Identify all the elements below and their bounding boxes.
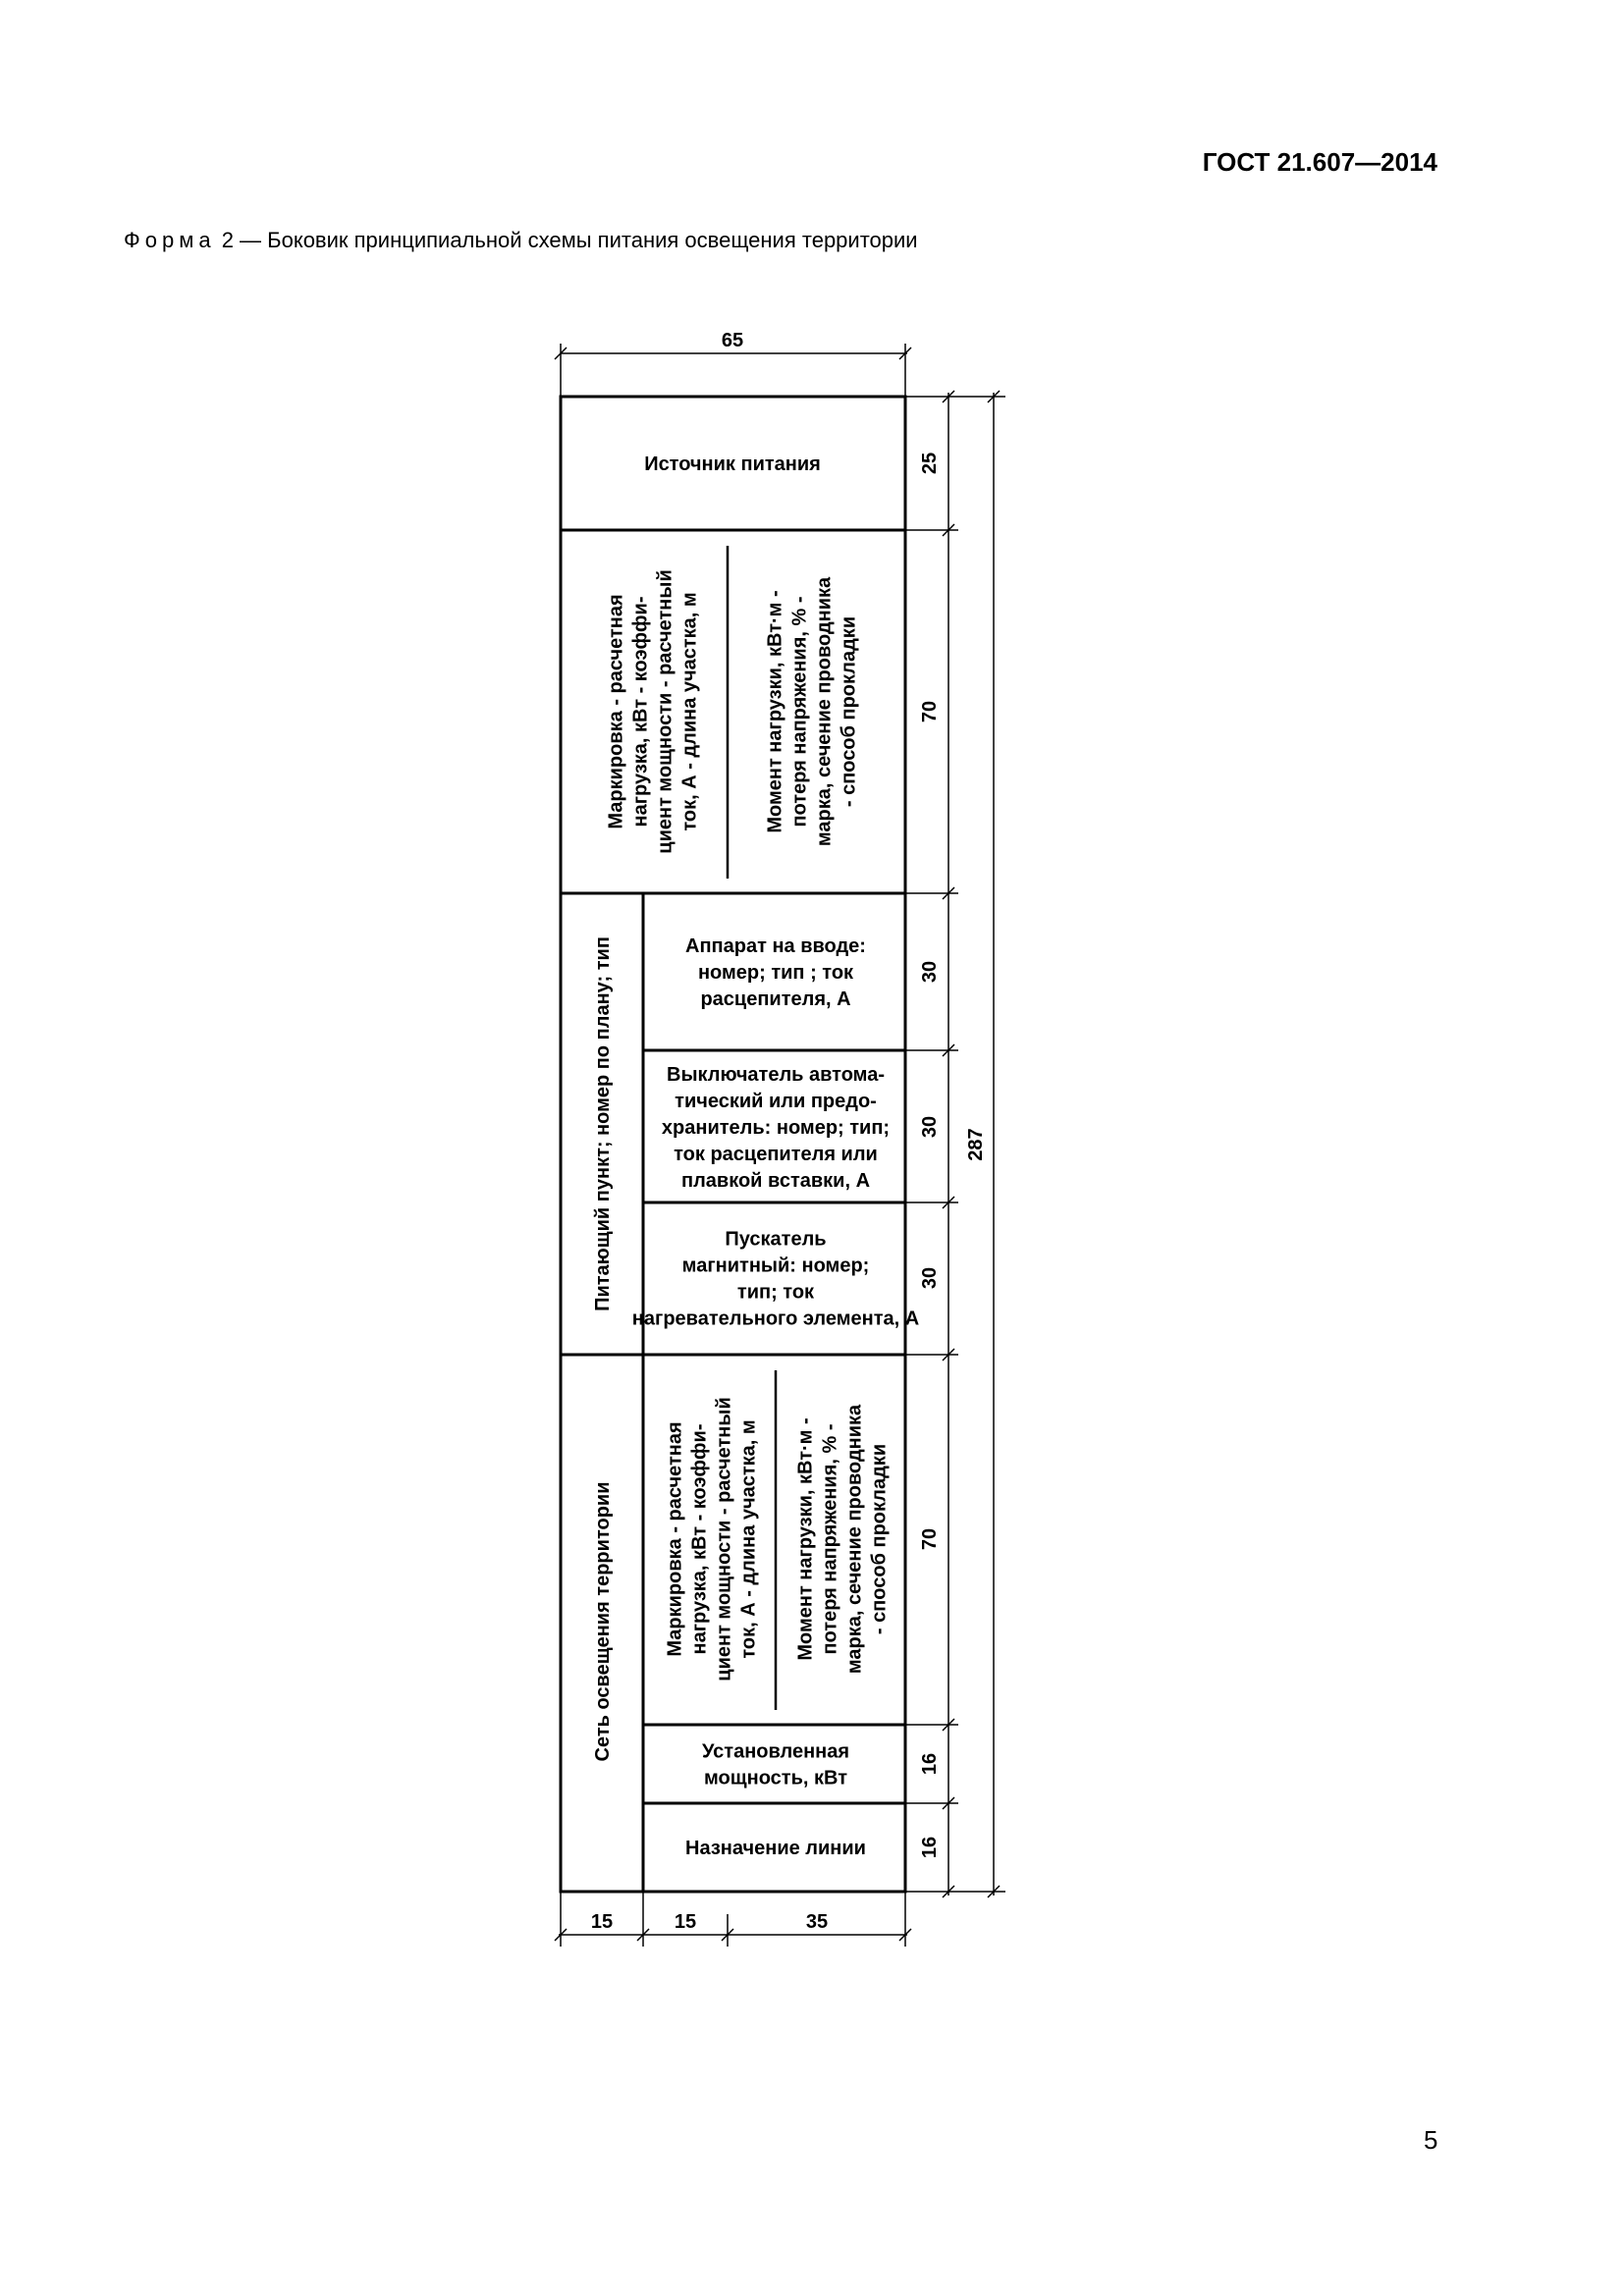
cell-purpose: Назначение линии <box>685 1838 866 1859</box>
standard-code: ГОСТ 21.607—2014 <box>1202 147 1437 177</box>
cell-power: Установленная мощность, кВт <box>701 1740 850 1789</box>
cell-line-left: Маркировка - расчетная нагрузка, кВт - коэффи- циент мощности - расчетный ток, А - длина участка, м <box>605 569 701 854</box>
caption-label: Форма <box>124 228 216 252</box>
dim-row-breaker: 30 <box>919 1115 941 1139</box>
cell-line2-left: Маркировка - расчетная нагрузка, кВт - коэффи- циент мощности - расчетный ток, А - длина участка, м <box>664 1397 760 1682</box>
cell-line-right: Момент нагрузки, кВт·м - потеря напряжения, % - марка, сечение проводника - способ прокладки <box>764 576 860 847</box>
dim-row-line2: 70 <box>919 1527 941 1551</box>
dim-row-starter: 30 <box>919 1266 941 1290</box>
dim-col1: 15 <box>590 1911 614 1933</box>
caption-text: 2 — Боковик принципиальной схемы питания освещения территории <box>221 228 918 252</box>
cell-starter: Пускатель магнитный: номер; тип; ток нагревательного элемента, А <box>631 1228 920 1330</box>
cell-input-device: Аппарат на вводе: номер; тип ; ток расцепителя, А <box>685 935 866 1010</box>
cell-source: Источник питания <box>644 454 821 475</box>
dim-col2: 15 <box>674 1911 697 1933</box>
page-number: 5 <box>1424 2125 1438 2155</box>
dim-width-total: 65 <box>721 330 744 351</box>
cell-line2-right: Момент нагрузки, кВт·м - потеря напряжения, % - марка, сечение проводника - способ прокладки <box>794 1404 891 1675</box>
dim-col3: 35 <box>805 1911 829 1933</box>
cell-breaker: Выключатель автома-тический или предо-хранитель: номер; тип; ток расцепителя или плавкой вставки, А <box>661 1064 891 1192</box>
dim-row-power: 16 <box>919 1752 941 1776</box>
dim-row-purpose: 16 <box>919 1836 941 1859</box>
dim-height-total: 287 <box>965 1128 987 1161</box>
cell-substation: Питающий пункт; номер по плану; тип <box>592 936 614 1311</box>
cell-network: Сеть освещения территории <box>592 1481 614 1762</box>
dim-row-source: 25 <box>919 452 941 475</box>
dim-row-line1: 70 <box>919 700 941 723</box>
dim-row-input: 30 <box>919 960 941 984</box>
